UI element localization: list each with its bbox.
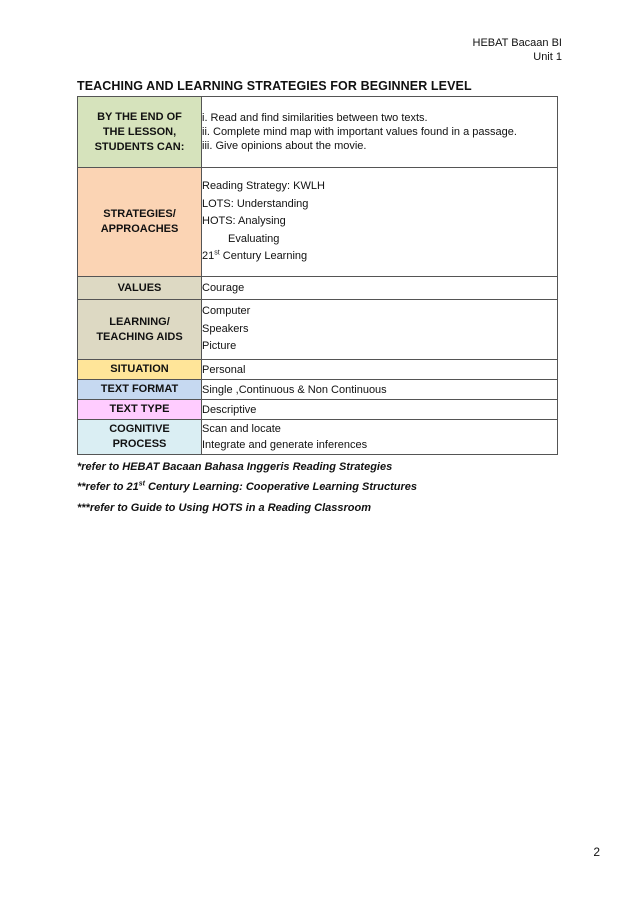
label-values: VALUES <box>78 277 202 300</box>
values-value: Courage <box>202 277 558 300</box>
list-item: Speakers <box>202 322 249 335</box>
label-teaching-aids: LEARNING/ TEACHING AIDS <box>78 300 202 360</box>
header-unit: Unit 1 <box>533 51 562 63</box>
list-item: Scan and locate <box>202 423 281 435</box>
header-title: HEBAT Bacaan BI <box>472 37 562 49</box>
page-title: TEACHING AND LEARNING STRATEGIES FOR BEGINNER LEVEL <box>77 79 472 93</box>
list-item: i. Read and find similarities between two texts. <box>202 112 428 124</box>
list-item: Integrate and generate inferences <box>202 439 368 451</box>
list-item: Computer <box>202 305 251 318</box>
table-row-values <box>78 277 558 300</box>
table-row-learning-outcomes <box>78 97 558 168</box>
document-header <box>473 36 562 64</box>
table-row-cognitive-process <box>78 420 558 455</box>
list-item: Reading Strategy: KWLH <box>202 180 325 193</box>
list-item: HOTS: Analysing <box>202 215 286 228</box>
list-item: LOTS: Understanding <box>202 197 309 210</box>
table-row-text-format <box>78 380 558 400</box>
situation-value: Personal <box>202 360 558 380</box>
table-row-text-type <box>78 400 558 420</box>
lesson-plan-table <box>77 96 558 455</box>
list-item: iii. Give opinions about the movie. <box>202 140 367 152</box>
strategies-list <box>202 168 558 277</box>
text-format-value: Single ,Continuous & Non Continuous <box>202 380 558 400</box>
list-item: ii. Complete mind map with important values found in a passage. <box>202 126 517 138</box>
page-number: 2 <box>593 845 600 859</box>
list-item: Evaluating <box>228 232 280 245</box>
table-row-situation <box>78 360 558 380</box>
teaching-aids-list <box>202 300 558 360</box>
table-row-teaching-aids <box>78 300 558 360</box>
cognitive-process-list <box>202 420 558 455</box>
label-learning-outcomes: BY THE END OF THE LESSON, STUDENTS CAN: <box>78 97 202 168</box>
text-type-value: Descriptive <box>202 400 558 420</box>
list-item-century-learning: 21st Century Learning <box>202 249 308 263</box>
note-century-learning: **refer to 21st Century Learning: Cooperative Learning Structures <box>77 480 417 493</box>
label-text-type: TEXT TYPE <box>78 400 202 420</box>
list-item: Picture <box>202 340 237 353</box>
learning-outcomes-list <box>202 97 558 168</box>
label-strategies: STRATEGIES/ APPROACHES <box>78 168 202 277</box>
note-reading-strategies: *refer to HEBAT Bacaan Bahasa Inggeris Reading Strategies <box>77 461 393 473</box>
label-text-format: TEXT FORMAT <box>78 380 202 400</box>
table-row-strategies <box>78 168 558 277</box>
label-situation: SITUATION <box>78 360 202 380</box>
note-hots-guide: ***refer to Guide to Using HOTS in a Reading Classroom <box>77 502 371 514</box>
reference-notes <box>77 460 417 521</box>
label-cognitive-process: COGNITIVE PROCESS <box>78 420 202 455</box>
